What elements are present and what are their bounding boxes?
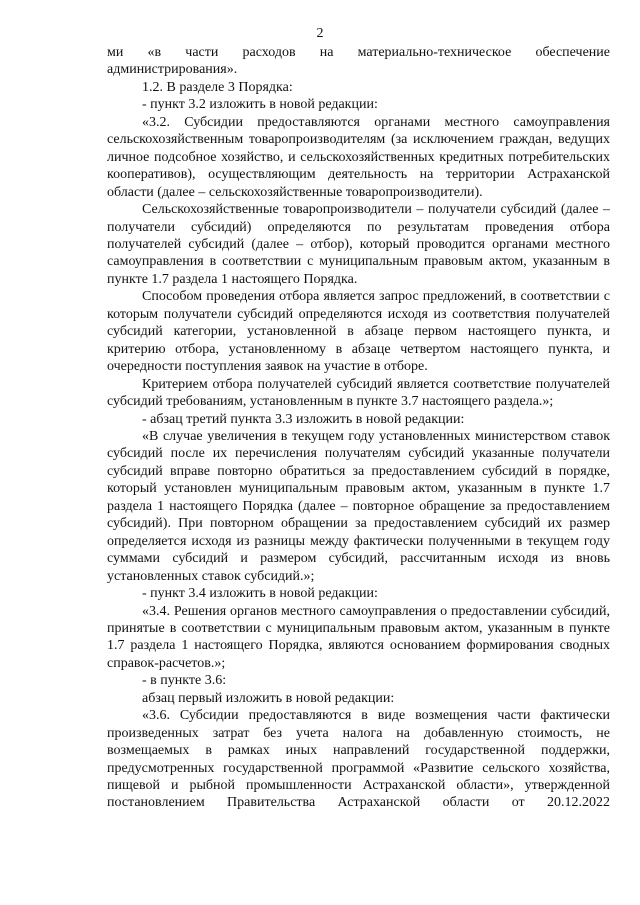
paragraph: Сельскохозяйственные товаропроизводители – получатели субсидий (далее – получатели субсидий) определяются по результатам проведения отбора получателей субсидий (далее – отбор), который проводится органами местного самоуправления в соответствии с муниципальным правовым актом, указанным в пункте 1.7 раздела 1 настоящего Порядка. — [107, 202, 610, 287]
document-body — [107, 44, 610, 812]
paragraph: Критерием отбора получателей субсидий является соответствие получателей субсидий требованиям, установленным в пункте 3.7 настоящего раздела.»; — [107, 376, 610, 410]
paragraph: «3.4. Решения органов местного самоуправления о предоставлении субсидий, принятые в соответствии с муниципальным правовым актом, указанным в пункте 1.7 раздела 1 настоящего Порядка, являются основанием формирования сводных справок-расчетов.»; — [107, 603, 610, 671]
paragraph: «В случае увеличения в текущем году установленных министерством ставок субсидий после их перечисления получателям субсидий указанные получатели субсидий вправе повторно обратиться за предоставлением субсидий в порядке, который установлен муниципальным правовым актом, указанным в пункте 1.7 раздела 1 настоящего Порядка (далее – повторное обращение за предоставлением субсидий). При повторном обращении за предоставлением субсидий их размер определяется исходя из разницы между фактически полученными в текущем году суммами субсидий и размером субсидий, рассчитанным исходя из вновь установленных ставок субсидий.»; — [107, 428, 610, 584]
paragraph: «3.2. Субсидии предоставляются органами местного самоуправления сельскохозяйственным товаропроизводителям (за исключением граждан, ведущих личное подсобное хозяйство, и сельскохозяйственных кредитных потребительских кооперативов), осуществляющим деятельность на территории Астраханской области (далее – сельскохозяйственные товаропроизводители). — [107, 114, 610, 200]
paragraph: - пункт 3.2 изложить в новой редакции: — [142, 97, 378, 113]
paragraph: Способом проведения отбора является запрос предложений, в соответствии с которым получатели субсидий определяются исходя из соответствия получателей субсидий категории, установленной в абзаце первом настоящего пункта, и критерию отбора, установленному в абзаце четвертом настоящего пункта, и очередности поступления заявок на участие в отборе. — [107, 289, 610, 375]
paragraph: - абзац третий пункта 3.3 изложить в новой редакции: — [142, 411, 465, 427]
paragraph: ми «в части расходов на материально-техническое обеспечение администрирования». — [107, 45, 610, 78]
paragraph: абзац первый изложить в новой редакции: — [142, 690, 395, 706]
paragraph: «3.6. Субсидии предоставляются в виде возмещения части фактически произведенных затрат без учета налога на добавленную стоимость, не возмещаемых в рамках иных направлений государственной поддержки, предусмотренных государственной программой «Развитие сельского хозяйства, пищевой и рыбной промышленности Астраханской области», утвержденной постановлением Правительства Астраханской области от 20.12.2022 — [107, 708, 610, 811]
page-number: 2 — [316, 26, 324, 41]
paragraph: 1.2. В разделе 3 Порядка: — [142, 79, 293, 95]
paragraph: - в пункте 3.6: — [142, 673, 227, 689]
paragraph: - пункт 3.4 изложить в новой редакции: — [142, 586, 378, 602]
